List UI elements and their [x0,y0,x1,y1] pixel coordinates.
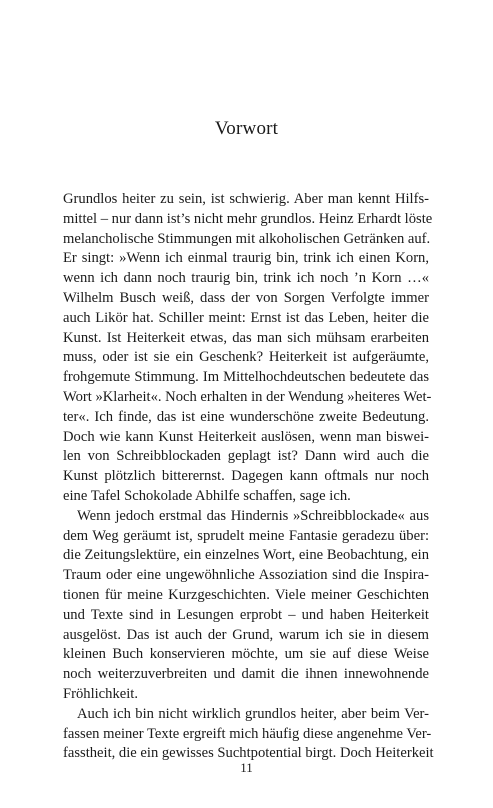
text-line: fasstheit, die ein gewisses Suchtpotential birgt. Doch Heiterkeit [63,745,434,762]
text-line: fassen meiner Texte ergreift mich häufig diese angenehme Ver- [63,725,432,742]
chapter-title: Vorwort [214,118,279,139]
text-line: tionen für meine Kurzgeschichten. Viele meiner Geschichten [63,586,429,603]
text-line: auch Likör hat. Schiller meint: Ernst ist das Leben, heiter die [63,309,429,326]
paragraph-1 [63,190,433,507]
page-number: 11 [240,760,253,775]
text-line: mittel – nur dann ist’s nicht mehr grundlos. Heinz Erhardt löste [63,210,433,227]
text-line: muss, oder ist sie ein Geschenk? Heiterkeit ist aufgeräumte, [63,349,429,366]
text-line: Wenn jedoch erstmal das Hindernis »Schreibblockade« aus [77,507,429,524]
text-line: Fröhlichkeit. [63,685,138,702]
text-line: Kunst. Ist Heiterkeit etwas, das man sich mühsam erarbeiten [63,329,429,346]
text-line: ausgelöst. Das ist auch der Grund, warum ich sie in diesem [63,626,429,643]
paragraph-2 [63,507,429,705]
text-line: dem Weg geräumt ist, sprudelt meine Fantasie geradezu über: [63,527,429,544]
body-text [63,190,434,764]
text-line: Er singt: »Wenn ich einmal traurig bin, trink ich einen Korn, [63,250,429,267]
text-line: len von Schreibblockaden geplagt ist? Dann wird auch die [63,448,429,465]
text-line: ter«. Ich finde, das ist eine wunderschöne zweite Bedeutung. [63,408,429,425]
text-line: kleinen Buch konservieren möchte, um sie auf diese Weise [63,646,429,663]
text-line: Grundlos heiter zu sein, ist schwierig. Aber man kennt Hilfs- [63,191,429,207]
text-line: frohgemute Stimmung. Im Mittelhochdeutschen bedeutete das [63,369,429,386]
text-line: Wort »Klarheit«. Noch erhalten in der Wendung »heiteres Wet- [63,388,432,405]
text-line: noch weiterzuverbreiten und damit die ihnen innewohnende [63,666,429,683]
text-line: Traum oder eine ungewöhnliche Assoziation sind die Inspira- [63,567,429,584]
text-line: Auch ich bin nicht wirklich grundlos heiter, aber beim Ver- [77,705,429,722]
text-line: die Zeitungslektüre, ein einzelnes Wort, eine Beobachtung, ein [63,547,429,564]
text-line: melancholische Stimmungen mit alkoholischen Getränken auf. [63,230,431,247]
text-line: und Texte sind in Lesungen erprobt – und haben Heiterkeit [63,606,429,623]
paragraph-3 [63,705,434,764]
text-line: Kunst plötzlich bitterernst. Dagegen kann oftmals nur noch [63,468,429,485]
text-line: eine Tafel Schokolade Abhilfe schaffen, sage ich. [63,487,351,504]
text-line: Doch wie kann Kunst Heiterkeit auslösen, wenn man biswei- [63,428,429,445]
text-line: Wilhelm Busch weiß, dass der von Sorgen Verfolgte immer [63,289,429,306]
text-line: wenn ich dann noch traurig bin, trink ich noch ’n Korn …« [63,270,429,287]
